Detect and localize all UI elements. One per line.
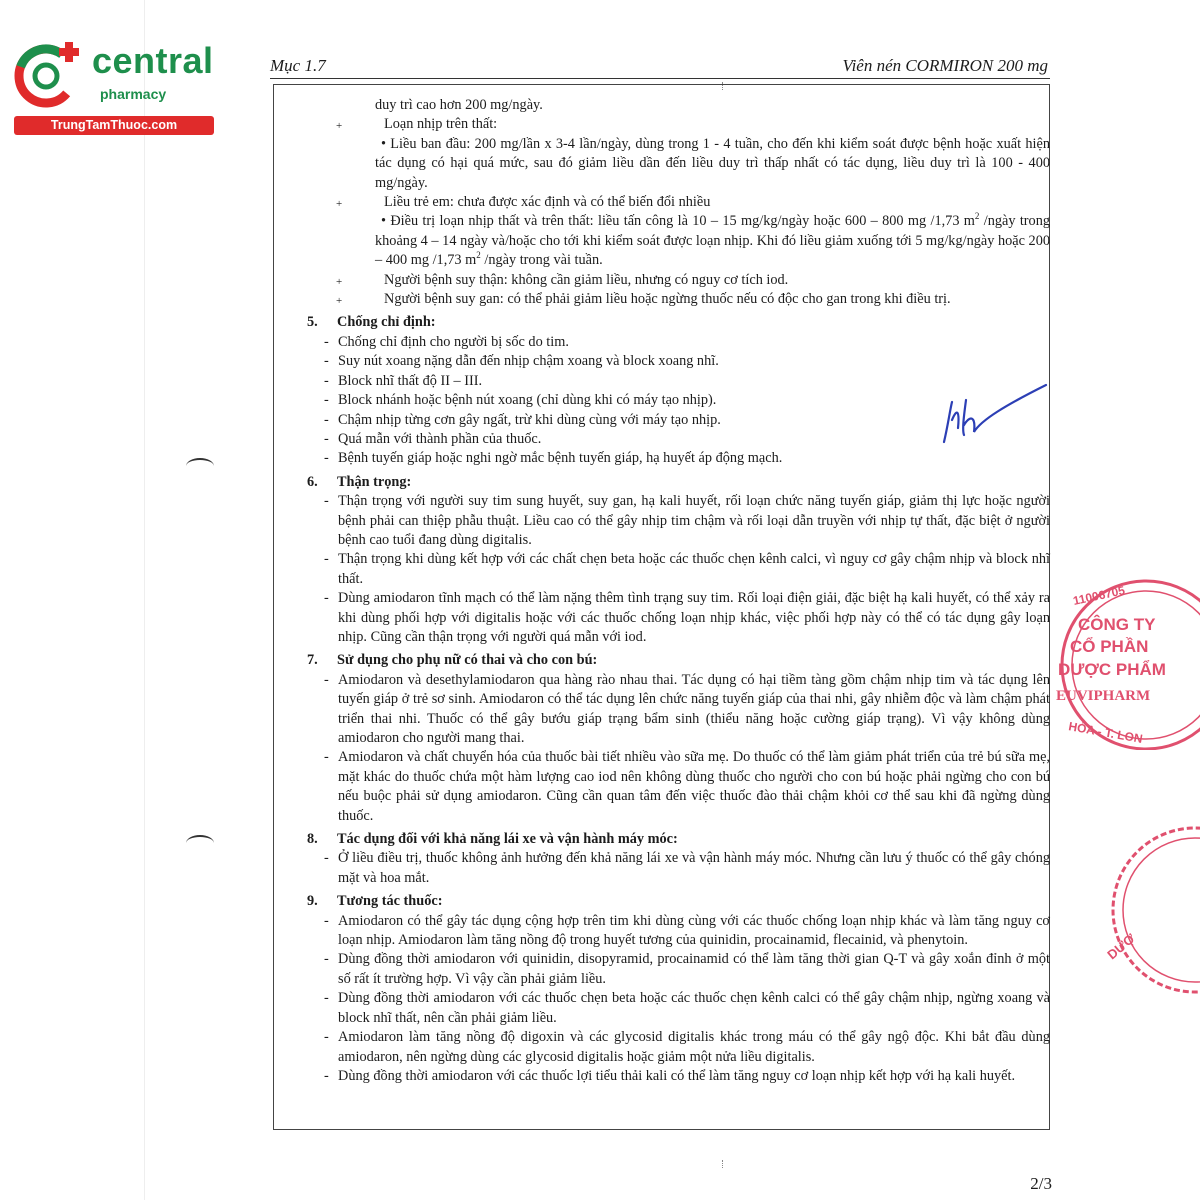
- section-list-item: - Block nhĩ thất độ II – III.: [306, 372, 1050, 391]
- binder-hole-mark-2: [186, 835, 214, 851]
- section-title: Sử dụng cho phụ nữ có thai và cho con bú:: [337, 652, 598, 669]
- superscript-2: 2: [974, 211, 980, 222]
- section-list-item: - Amiodaron có thể gây tác dụng cộng hợp trên tim khi dùng cùng với các thuốc chống loạn nhịp khác và làm tăng nguy cơ loạn nhịp. Amiodaron làm tăng nồng độ trong huyết tương của quinidin, procainamid, flecainid, và phenytoin.: [306, 912, 1050, 951]
- stamp-line3: DƯỢC PHẨM: [1058, 660, 1166, 679]
- section-list-item: - Dùng đồng thời amiodaron với các thuốc chẹn beta hoặc các thuốc chẹn kênh calci có thể gây chậm nhịp, ngừng xoang và block nhĩ thất, nên cần phải giảm liều.: [306, 989, 1050, 1028]
- section-heading: [306, 892, 1050, 911]
- section-heading: [306, 830, 1050, 849]
- logo-sub-text: pharmacy: [100, 86, 167, 102]
- stamp-line2: CỔ PHẦN: [1070, 637, 1149, 656]
- dosage-initial-dose: • Liều ban đầu: 200 mg/lần x 3-4 lần/ngày, dùng trong 1 - 4 tuần, cho đến khi kiểm soát được bệnh hoặc xuất hiện tác dụng có hại quá mức, sau đó giảm liều dần đến liều duy trì thấp nhất có tác dụng, liều duy trì là 100 - 400 mg/ngày.: [375, 135, 1050, 191]
- dosage-children-part-c: /ngày trong vài tuần.: [480, 252, 603, 269]
- section-number: 8.: [307, 831, 318, 848]
- logo-brand-text: central: [92, 40, 214, 81]
- central-pharmacy-logo[interactable]: [10, 36, 215, 136]
- stamp2-text: DƯỢ: [1104, 930, 1138, 963]
- section-list-item: - Quá mẫn với thành phần của thuốc.: [306, 430, 1050, 449]
- section-number: 7.: [307, 652, 318, 669]
- section-list-item: - Amiodaron và desethylamiodaron qua hàng rào nhau thai. Tác dụng có hại tiềm tàng gồm chậm nhịp tim và tác dụng lên tuyến giáp ở trẻ sơ sinh. Amiodaron có thể tác dụng lên chức năng tuyến giáp của thai nhi, gây nhiễm độc và làm chậm phát triển thai nhi. Thuốc có thể gây bướu giáp trạng bẩm sinh (thiểu năng hoặc cường giáp trạng). Vì vậy không dùng amiodaron cho người mang thai.: [306, 671, 1050, 749]
- section-list-item: - Thận trọng với người suy tim sung huyết, suy gan, hạ kali huyết, rối loạn chức năng tuyến giáp, giảm thị lực hoặc người bệnh phải can thiệp phẫu thuật. Liều cao có thể gây nhịp tim chậm và rối loại dẫn truyền với nhịp tự thất, đặc biệt ở người bệnh cao tuổi đang dùng digitalis.: [306, 492, 1050, 550]
- dosage-hepatic: + Người bệnh suy gan: có thể phải giảm liều hoặc ngừng thuốc nếu có độc cho gan trong khi điều trị.: [306, 290, 1050, 309]
- dosage-supraventricular-heading: + Loạn nhịp trên thất:: [306, 115, 1050, 134]
- section-title: Tác dụng đối với khả năng lái xe và vận hành máy móc:: [337, 831, 678, 848]
- section-title: Tương tác thuốc:: [337, 893, 443, 910]
- section-list-item: - Ở liều điều trị, thuốc không ảnh hưởng đến khả năng lái xe và vận hành máy móc. Nhưng cần lưu ý thuốc có thể gây chóng mặt và hoa mắt.: [306, 849, 1050, 888]
- logo-mark-icon: [10, 36, 90, 116]
- dosage-children-part-b: /ngày trong khoảng 4 – 14 ngày và/hoặc cho tới khi kiểm soát được loạn nhịp. Khi đó liều giảm xuống tới 5 mg/kg/ngày hoặc 200 – 400 mg /1,73 m: [375, 213, 1051, 269]
- dosage-renal: + Người bệnh suy thận: không cần giảm liều, nhưng có nguy cơ tích iod.: [306, 271, 1050, 290]
- page-number: 2/3: [1030, 1174, 1052, 1193]
- stamp-line1: CÔNG TY: [1078, 615, 1156, 634]
- company-seal-stamp: [1046, 570, 1200, 750]
- stamp-line5: HÓA - T. LON: [1067, 719, 1144, 746]
- stamp-line4: EUVIPHARM: [1056, 688, 1151, 704]
- header-product-title: Viên nén CORMIRON 200 mg: [842, 56, 1048, 75]
- dosage-children-part-a: • Điều trị loạn nhịp thất và trên thất: liều tấn công là 10 – 15 mg/kg/ngày hoặc 600 – 800 mg /1,73 m: [381, 213, 975, 230]
- section-list-item: - Block nhánh hoặc bệnh nút xoang (chỉ dùng khi có máy tạo nhịp).: [306, 391, 1050, 410]
- section-list-item: - Dùng đồng thời amiodaron với quinidin, disopyramid, procainamid có thể làm tăng thời gian Q-T và gây xoắn đỉnh ở một số rất ít trường hợp. Vì vậy cần phải giảm liều.: [306, 950, 1050, 989]
- header-section-label: Mục 1.7: [270, 56, 326, 75]
- superscript-2b: 2: [476, 250, 481, 261]
- handwritten-signature-icon: [936, 380, 1051, 450]
- section-heading: [306, 473, 1050, 492]
- section-list-item: - Dùng amiodaron tĩnh mạch có thể làm nặng thêm tình trạng suy tim. Rối loại điện giải, đặc biệt hạ kali huyết, có thể xảy ra khi dùng phối hợp với digitalis hoặc với các thuốc chống loạn nhịp khác, việc phối hợp này có thể có tác dụng gây loạn nhịp. Cũng cần thận trọng với người quá mẫn với iod.: [306, 589, 1050, 647]
- header-rule: [270, 78, 1050, 79]
- dosage-line-continuation: duy trì cao hơn 200 mg/ngày.: [375, 97, 543, 113]
- section-number: 9.: [307, 893, 318, 910]
- section-list-item: - Dùng đồng thời amiodaron với các thuốc lợi tiểu thải kali có thể làm tăng nguy cơ loạn nhịp kết hợp với hạ kali huyết.: [306, 1067, 1050, 1086]
- section-list-item: - Suy nút xoang nặng dẫn đến nhịp chậm xoang và block xoang nhĩ.: [306, 352, 1050, 371]
- document-body: [306, 96, 1050, 1086]
- section-heading: [306, 651, 1050, 670]
- page-edge-line: [144, 0, 145, 1200]
- section-list-item: - Chống chỉ định cho người bị sốc do tim.: [306, 333, 1050, 352]
- section-number: 5.: [307, 314, 318, 331]
- section-list-item: - Thận trọng khi dùng kết hợp với các chất chẹn beta hoặc các thuốc chẹn kênh calci, vì nguy cơ gây chậm nhịp và block nhĩ thất.: [306, 550, 1050, 589]
- section-heading: [306, 313, 1050, 332]
- section-title: Chống chỉ định:: [337, 314, 436, 331]
- dosage-children-heading: + Liều trẻ em: chưa được xác định và có thể biến đổi nhiều: [306, 193, 1050, 212]
- section-list-item: - Bệnh tuyến giáp hoặc nghi ngờ mắc bệnh tuyến giáp, hạ huyết áp động mạch.: [306, 449, 1050, 468]
- section-title: Thận trọng:: [337, 473, 412, 490]
- logo-site-link[interactable]: TrungTamThuoc.com: [14, 116, 214, 135]
- section-list-item: - Chậm nhịp từng cơn gây ngất, trừ khi dùng cùng với máy tạo nhịp.: [306, 411, 1050, 430]
- section-number: 6.: [307, 473, 318, 490]
- fold-mark-bottom: [722, 1160, 724, 1168]
- dosage-children-detail: [306, 212, 1050, 270]
- section-list-item: - Amiodaron và chất chuyển hóa của thuốc bài tiết nhiều vào sữa mẹ. Do thuốc có thể làm giảm phát triển của trẻ bú sữa mẹ, mặt khác do thuốc chứa một hàm lượng cao iod nên không dùng thuốc cho người cho con bú hoặc phải ngừng cho con bú nếu buộc phải sử dụng amiodaron. Cũng cần quan tâm đến việc thuốc đào thải chậm khỏi cơ thể sau khi đã ngừng dùng thuốc.: [306, 748, 1050, 826]
- binder-hole-mark-1: [186, 458, 214, 474]
- stamp-code: 11006705: [1071, 583, 1127, 608]
- section-list-item: - Amiodaron làm tăng nồng độ digoxin và các glycosid digitalis khác trong máu có thể gây ngộ độc. Khi bắt đầu dùng amiodaron, nên ngừng dùng các glycosid digitalis hoặc giảm một nửa liều digitalis.: [306, 1028, 1050, 1067]
- partial-seal-stamp: [1100, 820, 1200, 1000]
